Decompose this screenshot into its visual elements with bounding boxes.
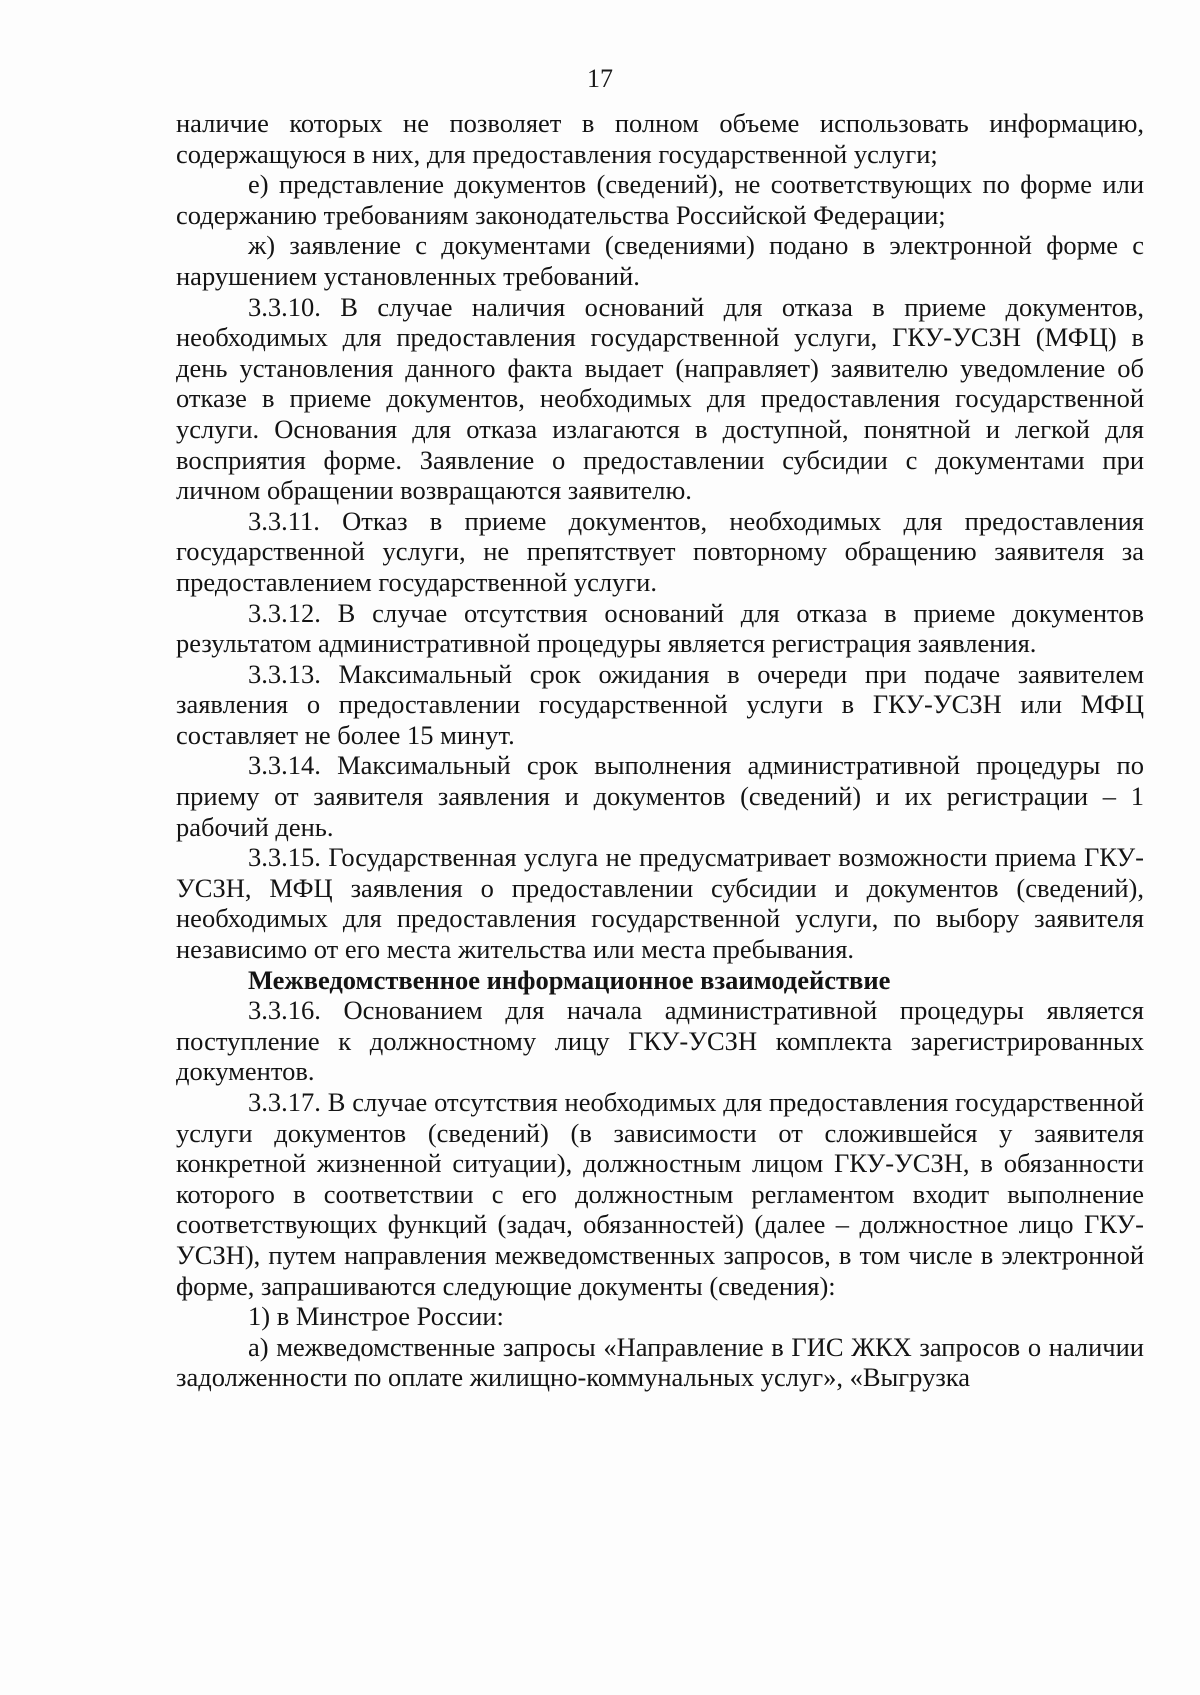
paragraph-list-item-1: 1) в Минстрое России: [248,1301,504,1332]
document-body [176,108,1144,1393]
paragraph-3-3-13: 3.3.13. Максимальный срок ожидания в очереди при подаче заявителем заявления о предоставлении государственной услуги в ГКУ-УСЗН или МФЦ составляет не более 15 минут. [176,658,1144,750]
section-heading: Межведомственное информационное взаимодействие [248,964,891,995]
paragraph-item-zh: ж) заявление с документами (сведениями) подано в электронной форме с нарушением установленных требований. [176,230,1144,291]
paragraph-list-item-a: а) межведомственные запросы «Направление в ГИС ЖКХ запросов о наличии задолженности по оплате жилищно-коммунальных услуг», «Выгрузка [176,1331,1144,1393]
paragraph-3-3-12: 3.3.12. В случае отсутствия оснований для отказа в приеме документов результатом административной процедуры является регистрация заявления. [176,597,1144,659]
paragraph-3-3-16: 3.3.16. Основанием для начала административной процедуры является поступление к должностному лицу ГКУ-УСЗН комплекта зарегистрированных документов. [176,995,1144,1087]
paragraph-3-3-15: 3.3.15. Государственная услуга не предусматривает возможности приема ГКУ-УСЗН, МФЦ заявления о предоставлении субсидии и документов (сведений), необходимых для предоставления государственной услуги, по выбору заявителя независимо от его места жительства или места пребывания. [176,842,1144,965]
paragraph-item-e: е) представление документов (сведений), не соответствующих по форме или содержанию требованиям законодательства Российской Федерации; [176,169,1144,230]
paragraph-continuation: наличие которых не позволяет в полном объеме использовать информацию, содержащуюся в них, для предоставления государственной услуги; [176,108,1144,169]
paragraph-3-3-10: 3.3.10. В случае наличия оснований для отказа в приеме документов, необходимых для предоставления государственной услуги, ГКУ-УСЗН (МФЦ) в день установления данного факта выдает (направляет) заявителю уведомление об отказе в приеме документов, необходимых для предоставления государственной услуги. Основания для отказа излагаются в доступной, понятной и легкой для восприятия форме. Заявление о предоставлении субсидии с документами при личном обращении возвращаются заявителю. [176,291,1144,506]
page-number: 17 [587,64,613,93]
paragraph-3-3-11: 3.3.11. Отказ в приеме документов, необходимых для предоставления государственной услуги, не препятствует повторному обращению заявителя за предоставлением государственной услуги. [176,505,1144,597]
paragraph-3-3-17: 3.3.17. В случае отсутствия необходимых для предоставления государственной услуги документов (сведений) (в зависимости от сложившейся у заявителя конкретной жизненной ситуации), должностным лицом ГКУ-УСЗН, в обязанности которого в соответствии с его должностным регламентом входит выполнение соответствующих функций (задач, обязанностей) (далее – должностное лицо ГКУ-УСЗН), путем направления межведомственных запросов, в том числе в электронной форме, запрашиваются следующие документы (сведения): [176,1087,1144,1301]
paragraph-3-3-14: 3.3.14. Максимальный срок выполнения административной процедуры по приему от заявителя заявления и документов (сведений) и их регистрации – 1 рабочий день. [176,750,1144,842]
